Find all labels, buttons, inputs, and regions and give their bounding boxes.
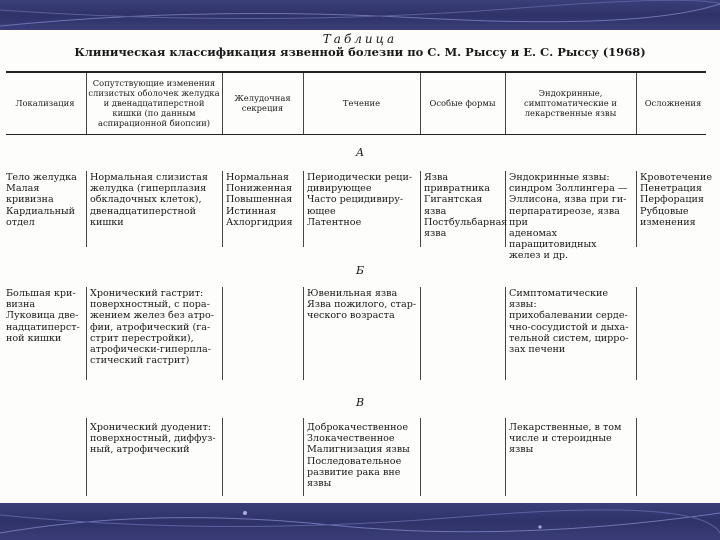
a-localization: Тело желудка Малая кривизна Кардиальный отдел [6, 172, 77, 228]
scanned-table-document [0, 30, 720, 503]
hdr-sep-2 [222, 73, 223, 134]
section-label-b: Б [355, 264, 365, 277]
a-special-forms: Язва привратника Гигантская язва Постбульбарная язва [424, 172, 508, 240]
a-sep-5 [505, 171, 506, 247]
v-course: Доброкачественное Злокачественное Малигнизация язвы Последовательное развитие рака вне язвы [307, 422, 410, 490]
a-complications: Кровотечение Пенетрация Перфорация Рубцовые изменения [640, 172, 712, 228]
header-secretion: Желудочная секреция [234, 93, 291, 113]
b-sep-4 [420, 287, 421, 380]
slide-bottom-band [0, 503, 720, 540]
a-sep-2 [222, 171, 223, 247]
table-title: Клиническая классификация язвенной болезни по С. М. Рысcу и Е. С. Рысcу (1968) [74, 45, 646, 59]
a-sep-1 [86, 171, 87, 247]
v-sep-3 [303, 418, 304, 496]
a-secretion: Нормальная Пониженная Повышенная Истинная Ахлоргидрия [226, 172, 293, 228]
hdr-sep-5 [505, 73, 506, 134]
bottom-band-decoration [0, 503, 720, 540]
header-localization: Локализация [15, 98, 75, 108]
header-endocrine-ulcers: Эндокринные, симптоматические и лекарственные язвы [524, 88, 617, 118]
b-sep-3 [303, 287, 304, 380]
header-course: Течение [342, 98, 381, 108]
header-special-forms: Особые формы [429, 98, 496, 108]
top-band-decoration [0, 0, 720, 30]
header-bottom-rule [6, 134, 706, 135]
b-localization: Большая кри- визна Луковица две- надцатиперст- ной кишки [6, 288, 80, 344]
b-sep-5 [505, 287, 506, 380]
b-mucosa: Хронический гастрит: поверхностный, с пора- жением желез без атро- фии, атрофический (га- стрит перестройки), атрофически-гиперпла- стический гастрит) [90, 288, 214, 367]
v-sep-5 [505, 418, 506, 496]
a-sep-4 [420, 171, 421, 247]
v-mucosa: Хронический дуоденит: поверхностный, диффуз- ный, атрофический [90, 422, 216, 456]
slide-top-band [0, 0, 720, 30]
hdr-sep-4 [420, 73, 421, 134]
table-label: Таблица [322, 32, 398, 46]
a-endocrine: Эндокринные язвы: синдром Золлингера — Эллисона, язва при ги- перпаратиреозе, язва при аденомах паращитовидных желез и др. [509, 172, 628, 262]
a-mucosa: Нормальная слизистая желудка (гиперплазия обкладочных клеток), двенадцатиперстной кишки [90, 172, 208, 228]
b-sep-1 [86, 287, 87, 380]
b-course: Ювенильная язва Язва пожилого, стар- ческого возраста [307, 288, 417, 322]
hdr-sep-1 [86, 73, 87, 134]
header-top-rule [6, 71, 706, 73]
header-mucosa-changes: Сопутствующие изменения слизистых оболочек желудка и двенадцатиперстной кишки (по данным аспирационной биопсии) [88, 78, 220, 128]
a-course: Периодически реци- дивирующее Часто рецидивиру- ющее Латентное [307, 172, 413, 228]
b-sep-2 [222, 287, 223, 380]
v-endocrine: Лекарственные, в том числе и стероидные язвы [509, 422, 622, 456]
a-sep-3 [303, 171, 304, 247]
section-label-a: А [355, 146, 365, 159]
header-complications: Осложнения [644, 98, 702, 108]
section-label-v: В [355, 396, 365, 409]
hdr-sep-3 [303, 73, 304, 134]
b-endocrine: Симптоматические язвы: прихобалевании серде- чно-сосудистой и дыха- тельной систем, цирро- зах печени [509, 288, 629, 356]
v-sep-2 [222, 418, 223, 496]
v-sep-4 [420, 418, 421, 496]
v-sep-1 [86, 418, 87, 496]
hdr-sep-6 [636, 73, 637, 134]
